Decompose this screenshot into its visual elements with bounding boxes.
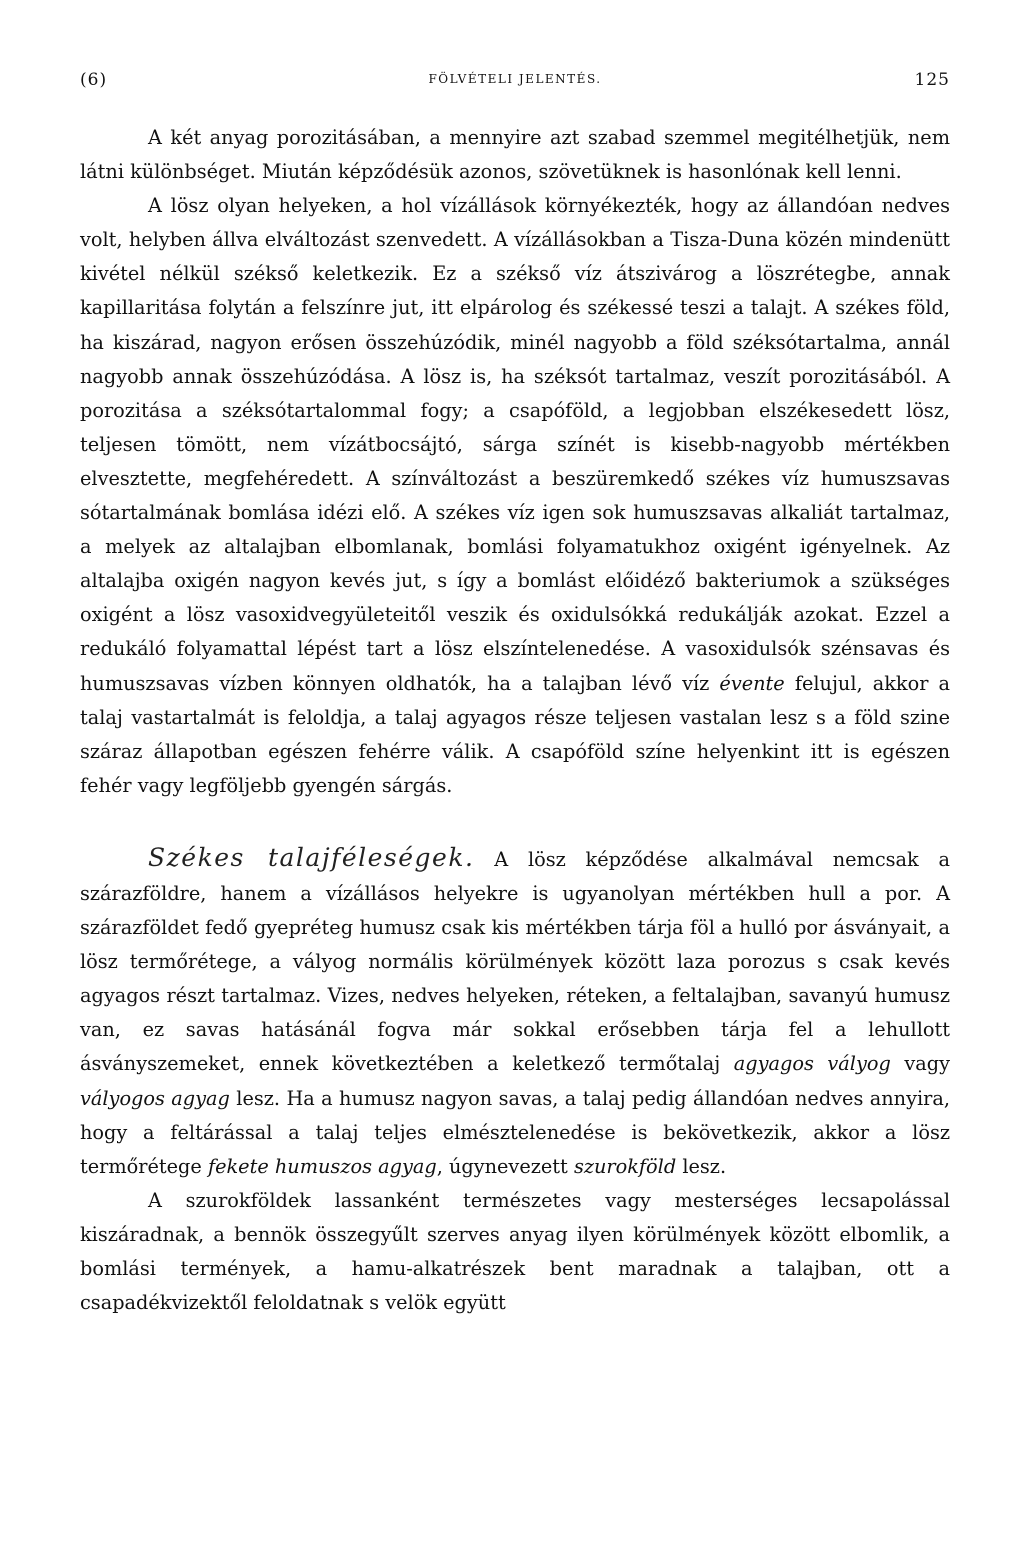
paragraph-szurokfold: A szurokföldek lassanként természetes vagy mesterséges lecsapolással kiszáradnak, a bennök összegyűlt szerves anyag ilyen körülmények között elbomlik, a bomlási termények, a hamu-alkatrészek bent maradnak a talajban, ott a csapadékvizektől feloldatnak s velök együtt xyxy=(80,1188,950,1315)
soil-types-text-4: , úgynevezett xyxy=(436,1154,568,1178)
soil-types-text-3: lesz. Ha a humusz nagyon savas, a talaj pedig állandóan nedves annyira, hogy a feltárással a talaj teljes elmésztelenedése is bekövetkezik, akkor a lösz termőrétege xyxy=(80,1086,950,1178)
soil-types-text-5: lesz. xyxy=(682,1154,727,1178)
emphasis-evente: évente xyxy=(719,671,785,695)
paragraph-salinization-text: A lösz olyan helyeken, a hol vízállások környékezték, hogy az állandóan nedves volt, helyben állva elváltozást szenvedett. A vízállásokban a Tisza-Duna közén mindenütt kivétel nélkül székső keletkezik. Ez a székső víz átszivárog a löszrétegbe, annak kapillaritása folytán a felszínre jut, itt elpárolog és székessé teszi a talajt. A székes föld, ha kiszárad, nagyon erősen összehúzódik, minél nagyobb a föld széksótartalma, annál nagyobb annak összehúzódása. A lösz is, ha széksót tartalmaz, veszít porozitásából. A porozitása a széksótartalommal fogy; a csapóföld, a legjobban elszékesedett lösz, teljesen tömött, nem vízátbocsájtó, sárga színét is kisebb-nagyobb mértékben elvesztette, megfehéredett. A színváltozást a beszüremkedő székes víz humuszsavas sótartalmának bomlása idézi elő. A székes víz igen sok humuszsavas alkaliát tartalmaz, a melyek az altalajban elbomlanak, bomlási folyamatukhoz oxigént igényelnek. Az altalajba oxigén nagyon kevés jut, s így a bomlást előidéző bakteriumok a szükséges oxigént a lösz vasoxidvegyületeitől veszik és oxidulsókká redukálják azokat. Ezzel a redukáló folyamattal lépést tart a lösz elszíntelenedése. A vasoxidulsók szénsavas és humuszsavas vízben könnyen oldhatók, ha a talajban lévő víz xyxy=(80,194,950,695)
paragraph-porosity: A két anyag porozitásában, a mennyire azt szabad szemmel megitélhetjük, nem látni különbséget. Miután képződésük azonos, szövetüknek is hasonlónak kell lenni. xyxy=(80,126,950,184)
paragraph-salinization-end: felujul, akkor a talaj vastartalmát is feloldja, a talaj agyagos része teljesen vastalan lesz s a föld szine száraz állapotban egészen fehérre válik. A csapóföld színe helyenkint itt is egészen fehér vagy legföljebb gyengén sárgás. xyxy=(80,671,951,797)
emphasis-agyagos-valyog: agyagos vályog xyxy=(733,1052,891,1076)
emphasis-valyogos-agyag: vályogos agyag xyxy=(80,1086,230,1110)
emphasis-szurokfold: szurokföld xyxy=(573,1154,677,1178)
running-head xyxy=(80,62,950,102)
section-heading: Székes talajféleségek. xyxy=(148,842,475,872)
paragraph-salinization xyxy=(80,189,950,803)
soil-types-text-2: vagy xyxy=(904,1052,950,1076)
soil-types-text-1: A lösz képződése alkalmával nemcsak a szárazföldre, hanem a vízállásos helyekre is ugyanolyan mértékben hull a por. A szárazföldet fedő gyepréteg humusz csak kis mértékben tárja föl a hulló por ásványait, a lösz termőrétege, a vályog normális körülmények között laza porozus s csak kevés agyagos részt tartalmaz. Vizes, nedves helyeken, réteken, a feltalajban, savanyú humusz van, ez savas hatásánál fogva már sokkal erősebben tárja fel a lehullott ásványszemeket, ennek következtében a keletkező termőtalaj xyxy=(80,847,950,1076)
page-number: 125 xyxy=(914,70,950,90)
emphasis-fekete-humuszos-agyag: fekete humuszos agyag xyxy=(207,1154,437,1178)
section-number: (6) xyxy=(80,70,108,90)
document-page xyxy=(80,62,950,1320)
paragraph-soil-types xyxy=(80,841,950,1184)
running-title: FÖLVÉTELI JELENTÉS. xyxy=(428,72,602,86)
